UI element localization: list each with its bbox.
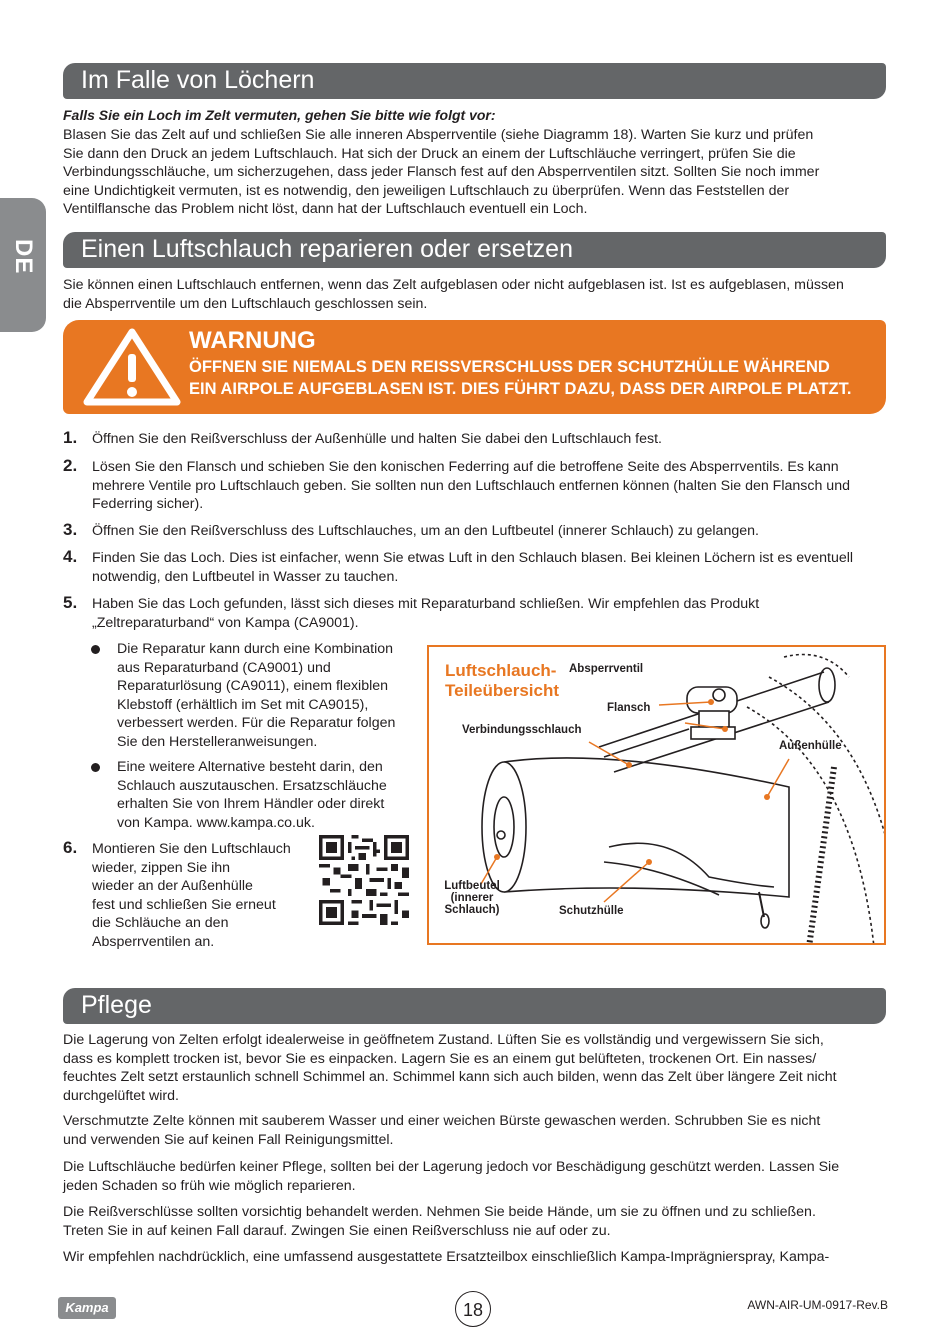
text-line: wieder, zippen Sie ihn [92,859,231,876]
label-flange: Flansch [607,702,651,714]
warning-triangle-icon [77,326,187,408]
repair-paragraph [63,276,885,313]
text-line: Lösen Sie den Flansch und schieben Sie den konischen Federring auf die betroffene Seite des Absperrventils. Es kann [92,459,839,475]
text-line: Öffnen Sie den Reißverschluss der Außenhülle und halten Sie dabei den Luftschlauch fest. [92,431,662,447]
text-line: verbessert werden. Für die Reparatur folgen [117,715,396,731]
text-line: „Zeltreparaturband“ von Kampa (CA9001). [92,614,359,631]
text-line: Blasen Sie das Zelt auf und schließen Sie alle inneren Absperrventile (siehe Diagramm 18). Warten Sie kurz und prüfen [63,127,814,143]
step-text [92,458,887,514]
text-line: Sie können einen Luftschlauch entfernen, wenn das Zelt aufgeblasen oder nicht aufgeblasen ist. Ist es aufgeblasen, müssen [63,277,844,293]
section-header-holes [63,63,886,99]
step-text [92,549,887,586]
section-header-repair [63,232,886,268]
holes-paragraph [63,126,885,219]
warning-box [63,320,886,414]
warning-text [189,356,879,400]
text-line: Federring sicher). [92,496,204,512]
text-line: aus Reparaturband (CA9001) und [117,659,331,676]
text-line: Reparaturlösung (CA9011), einem flexiblen [117,678,389,694]
label-bladder [441,880,503,916]
text-line: Ventilflansche das Problem nicht löst, dann hat der Luftschlauch eventuell ein Loch. [63,201,588,217]
care-paragraph [63,1112,885,1149]
label-valve: Absperrventil [569,663,644,675]
label-bladder-line: Schlauch) [444,904,500,916]
text-line: jeden Schaden so früh wie möglich reparieren. [63,1177,356,1194]
text-line: wieder an der Außenhülle [92,878,253,894]
text-line: Sie dann den Druck an jedem Luftschlauch. Hat sich der Druck an einem der Luftschläuche verringert, prüfen Sie die [63,145,796,162]
step-number: 1. [63,428,78,447]
warning-title: WARNUNG [189,327,316,354]
text-line: dass es komplett trocken ist, bevor Sie es einpacken. Lagern Sie es an einem gut belüfteten, trockenen Ort. Ein nasses/ [63,1050,817,1067]
step-number: 6. [63,838,78,857]
airpole-diagram [427,645,886,945]
text-line: feuchtes Zelt setzt erstaunlich schnell Schimmel an. Schimmel kann sich auch bilden, wenn das Zelt über längere Zeit nicht [63,1069,837,1085]
text-line: Schlauch auszutauschen. Ersatzschläuche [117,777,387,794]
text-line: Absperrventilen an. [92,933,215,950]
label-bladder-line: Luftbeutel [444,880,500,892]
text-line: eine Undichtigkeit vermuten, ist es notwendig, den jeweiligen Luftschlauch zu überprüfen. Wenn das Feststellen der [63,182,790,199]
label-connector: Verbindungsschlauch [462,724,582,736]
section-title-holes: Im Falle von Löchern [81,66,315,94]
text-line: Sie den Herstelleranweisungen. [117,733,318,750]
text-line: Die Reparatur kann durch eine Kombination [117,641,394,657]
text-line: Treten Sie in auf keinen Fall darauf. Zwingen Sie einen Reißverschluss nie auf oder zu. [63,1222,611,1239]
diagram-title-line: Teileübersicht [445,681,559,700]
section-title-repair: Einen Luftschlauch reparieren oder ersetzen [81,235,573,263]
text-line: Eine weitere Alternative besteht darin, den [117,759,383,775]
step-number: 4. [63,547,78,566]
text-line: und verwenden Sie auf keinen Fall Reinigungsmittel. [63,1131,394,1148]
warning-line: ÖFFNEN SIE NIEMALS DEN REISSVERSCHLUSS DER SCHUTZHÜLLE WÄHREND [189,358,830,376]
text-line: Klebstoff (erhältlich im Set mit CA9015), [117,696,369,713]
label-protective-sleeve: Schutzhülle [559,905,624,917]
step-number: 3. [63,520,78,539]
text-line: Die Luftschläuche bedürfen keiner Pflege, sollten bei der Lagerung jedoch vor Beschädigung geschützt werden. Lassen Sie [63,1159,840,1175]
text-line: Verschmutzte Zelte können mit sauberem Wasser und einer weichen Bürste gewaschen werden. Schrubben Sie es nicht [63,1113,821,1129]
text-line: notwendig, den Luftbeutel in Wasser zu tauchen. [92,568,399,585]
text-line: Die Reißverschlüsse sollten vorsichtig behandelt werden. Nehmen Sie beide Hände, um sie zu öffnen und zu schließen. [63,1204,816,1220]
holes-intro: Falls Sie ein Loch im Zelt vermuten, gehen Sie bitte wie folgt vor: [63,107,496,123]
text-line: Finden Sie das Loch. Dies ist einfacher, wenn Sie etwas Luft in den Schlauch blasen. Bei kleinen Löchern ist es eventuell [92,550,854,566]
text-line: Montieren Sie den Luftschlauch [92,841,291,857]
diagram-title-line: Luftschlauch- [445,661,557,680]
text-line: die Absperrventile um den Luftschlauch geschlossen sein. [63,295,428,312]
section-title-care: Pflege [81,991,152,1019]
step-text [92,595,887,632]
bullet-dot [91,763,100,772]
language-tab [0,198,46,332]
diagram-title [445,661,559,701]
step-text [92,430,887,449]
care-paragraph [63,1248,885,1267]
text-line: mehrere Ventile pro Luftschlauch geben. Sie sollten nun den Luftschlauch entfernen können (halten Sie den Flansch und [92,477,850,494]
bullet-text [117,640,417,751]
bullet-text [117,758,417,832]
bullet-dot [91,645,100,654]
care-paragraph [63,1203,885,1240]
qr-code[interactable] [319,835,409,925]
document-code: AWN-AIR-UM-0917-Rev.B [747,1298,888,1312]
care-paragraph [63,1158,885,1195]
page-number: 18 [455,1291,491,1327]
text-line: Öffnen Sie den Reißverschluss des Luftschlauches, um an den Luftbeutel (innerer Schlauch) zu gelangen. [92,523,759,539]
label-outer-sleeve: Außenhülle [779,740,842,752]
text-line: Die Lagerung von Zelten erfolgt idealerweise in geöffnetem Zustand. Lüften Sie es vollständig und vergewissern Sie sich, [63,1032,824,1048]
step-text [92,840,312,951]
text-line: Verbindungsschläuche, um sicherzugehen, dass jeder Flansch fest auf den Absperrventilen sitzt. Sollten Sie noch immer [63,164,820,180]
text-line: Haben Sie das Loch gefunden, lässt sich dieses mit Reparaturband schließen. Wir empfehlen das Produkt [92,596,760,612]
text-line: erhalten Sie von Ihrem Händler oder direkt [117,796,385,812]
kampa-logo: Kampa [58,1297,116,1319]
step-number: 5. [63,593,78,612]
text-line: die Schläuche an den [92,915,229,931]
warning-line: EIN AIRPOLE AUFGEBLASEN IST. DIES FÜHRT DAZU, DASS DER AIRPOLE PLATZT. [189,380,852,398]
language-tab-label: DE [10,239,37,275]
text-line: von Kampa. www.kampa.co.uk. [117,814,315,831]
text-line: durchgelüftet wird. [63,1087,179,1104]
label-bladder-line: (innerer [450,892,494,904]
section-header-care [63,988,886,1024]
care-paragraph [63,1031,885,1105]
step-text [92,522,887,541]
step-number: 2. [63,456,78,475]
text-line: fest und schließen Sie erneut [92,896,276,913]
text-line: Wir empfehlen nachdrücklich, eine umfassend ausgestattete Ersatzteilbox einschließlich Kampa-Imprägnierspray, Kampa- [63,1249,830,1265]
